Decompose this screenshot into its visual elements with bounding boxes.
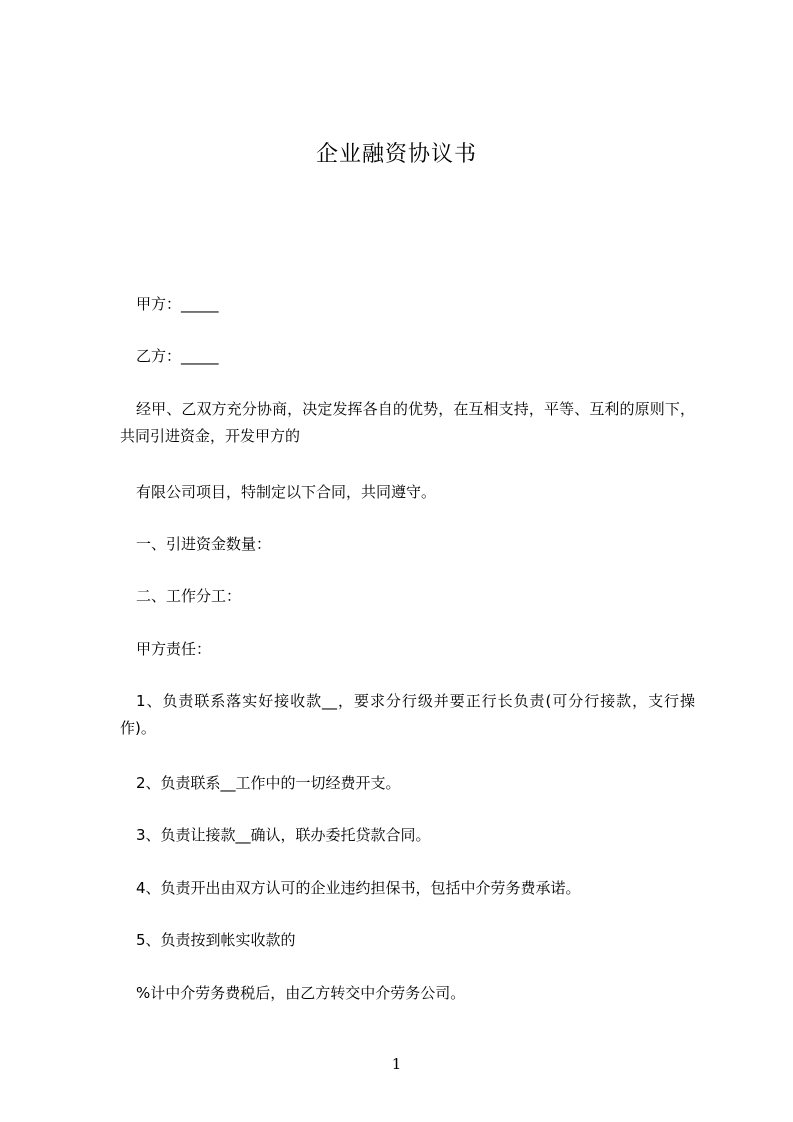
- duty-item: 5、负责按到帐实收款的: [136, 931, 296, 949]
- section-2-heading: 二、工作分工：: [136, 587, 242, 605]
- intro-continuation: 有限公司项目，特制定以下合同，共同遵守。: [136, 483, 437, 501]
- party-a-line: 甲方：_____: [136, 295, 219, 313]
- duty-5-continuation: %计中介劳务费税后，由乙方转交中介劳务公司。: [136, 984, 466, 1002]
- page-number: 1: [391, 1055, 402, 1073]
- intro-paragraph: 经甲、乙双方充分协商，决定发挥各自的优势，在互相支持，平等、互利的原则下，共同引进资金，开发甲方的: [120, 400, 695, 445]
- party-a-duties-heading: 甲方责任：: [136, 640, 212, 658]
- party-b-line: 乙方：_____: [136, 347, 219, 365]
- duty-item: 1、负责联系落实好接收款__，要求分行级并要正行长负责(可分行接款，支行操作)。: [120, 692, 695, 737]
- section-1-heading: 一、引进资金数量：: [136, 535, 272, 553]
- duty-item: 2、负责联系__工作中的一切经费开支。: [136, 774, 401, 792]
- duty-item: 3、负责让接款__确认，联办委托贷款合同。: [136, 826, 431, 844]
- duty-item: 4、负责开出由双方认可的企业违约担保书，包括中介劳务费承诺。: [136, 879, 581, 897]
- document-title: 企业融资协议书: [315, 142, 477, 167]
